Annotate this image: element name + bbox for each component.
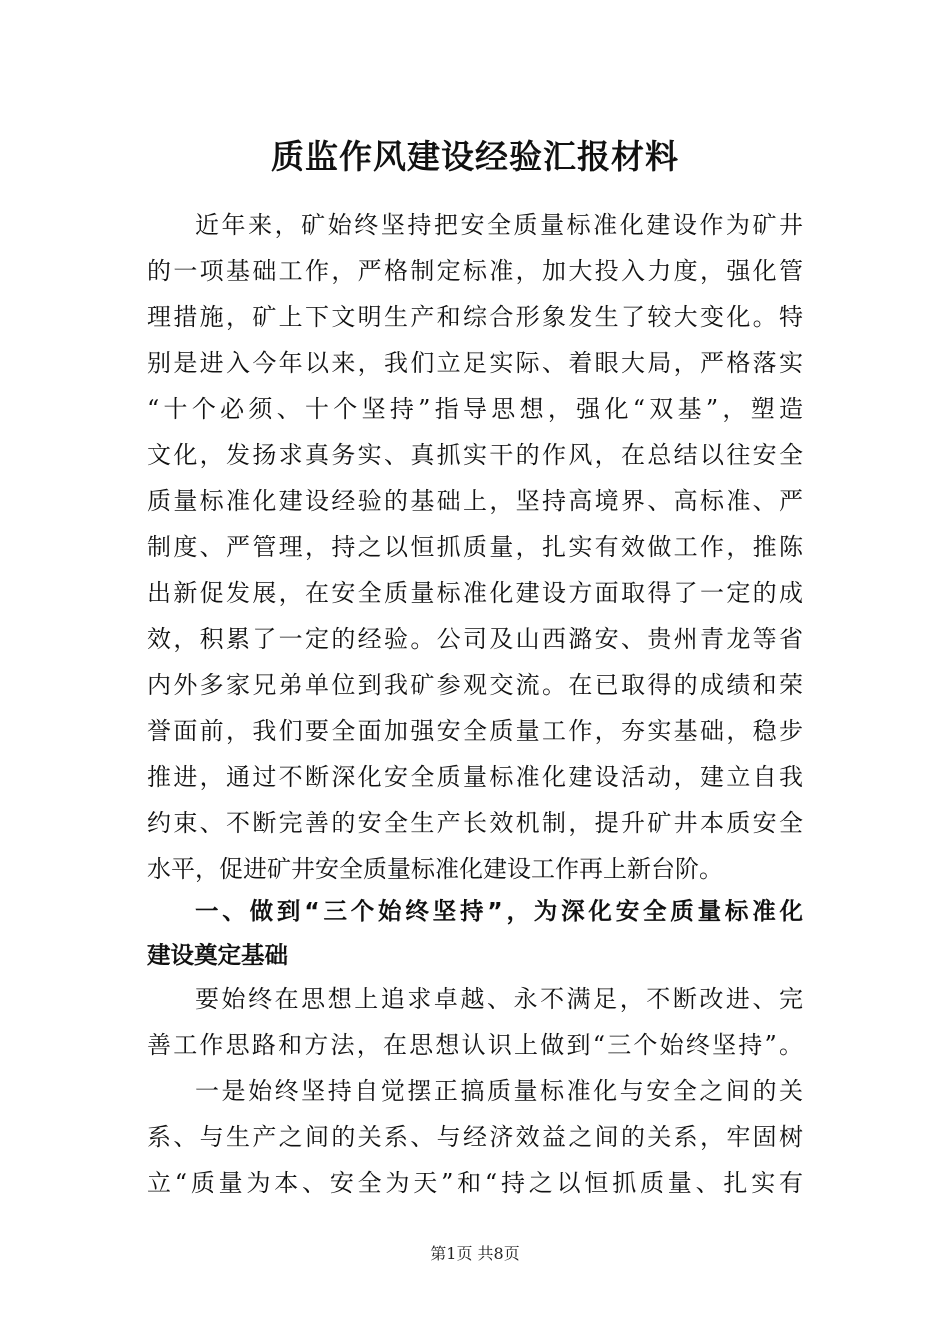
paragraph-1-line-6: 文化，发扬求真务实、真抓实干的作风，在总结以往安全 xyxy=(147,441,803,469)
document-title: 质监作风建设经验汇报材料 xyxy=(271,137,679,176)
section-heading-line-2: 建设奠定基础 xyxy=(147,941,288,969)
paragraph-1-line-4: 别是进入今年以来，我们立足实际、着眼大局，严格落实 xyxy=(147,349,803,377)
paragraph-1-line-3: 理措施，矿上下文明生产和综合形象发生了较大变化。特 xyxy=(147,303,803,331)
section-heading-line-1: 一、做到“三个始终坚持”，为深化安全质量标准化 xyxy=(195,897,803,925)
paragraph-1-line-12: 誉面前，我们要全面加强安全质量工作，夯实基础，稳步 xyxy=(147,717,803,745)
paragraph-3-line-1: 一是始终坚持自觉摆正搞质量标准化与安全之间的关 xyxy=(195,1077,803,1105)
paragraph-1-line-10: 效，积累了一定的经验。公司及山西潞安、贵州青龙等省 xyxy=(147,625,803,653)
paragraph-1-line-2: 的一项基础工作，严格制定标准，加大投入力度，强化管 xyxy=(147,257,803,285)
paragraph-1-line-13: 推进，通过不断深化安全质量标准化建设活动，建立自我 xyxy=(147,763,803,791)
paragraph-1-line-11: 内外多家兄弟单位到我矿参观交流。在已取得的成绩和荣 xyxy=(147,671,803,699)
paragraph-2-line-1: 要始终在思想上追求卓越、永不满足，不断改进、完 xyxy=(195,985,803,1013)
paragraph-2-line-2: 善工作思路和方法，在思想认识上做到“三个始终坚持”。 xyxy=(147,1031,803,1059)
paragraph-1-line-14: 约束、不断完善的安全生产长效机制，提升矿井本质安全 xyxy=(147,809,803,837)
paragraph-1-line-7: 质量标准化建设经验的基础上，坚持高境界、高标准、严 xyxy=(147,487,803,515)
paragraph-1-line-1: 近年来，矿始终坚持把安全质量标准化建设作为矿井 xyxy=(195,211,803,239)
page-number-footer: 第1页 共8页 xyxy=(430,1244,520,1263)
paragraph-1-line-9: 出新促发展，在安全质量标准化建设方面取得了一定的成 xyxy=(147,579,803,607)
paragraph-1-line-15: 水平，促进矿井安全质量标准化建设工作再上新台阶。 xyxy=(147,855,723,883)
paragraph-1-line-5: “十个必须、十个坚持”指导思想，强化“双基”，塑造 xyxy=(147,395,803,423)
paragraph-1-line-8: 制度、严管理，持之以恒抓质量，扎实有效做工作，推陈 xyxy=(147,533,803,561)
paragraph-3-line-3: 立“质量为本、安全为天”和“持之以恒抓质量、扎实有 xyxy=(147,1169,803,1197)
paragraph-3-line-2: 系、与生产之间的关系、与经济效益之间的关系，牢固树 xyxy=(147,1123,803,1151)
